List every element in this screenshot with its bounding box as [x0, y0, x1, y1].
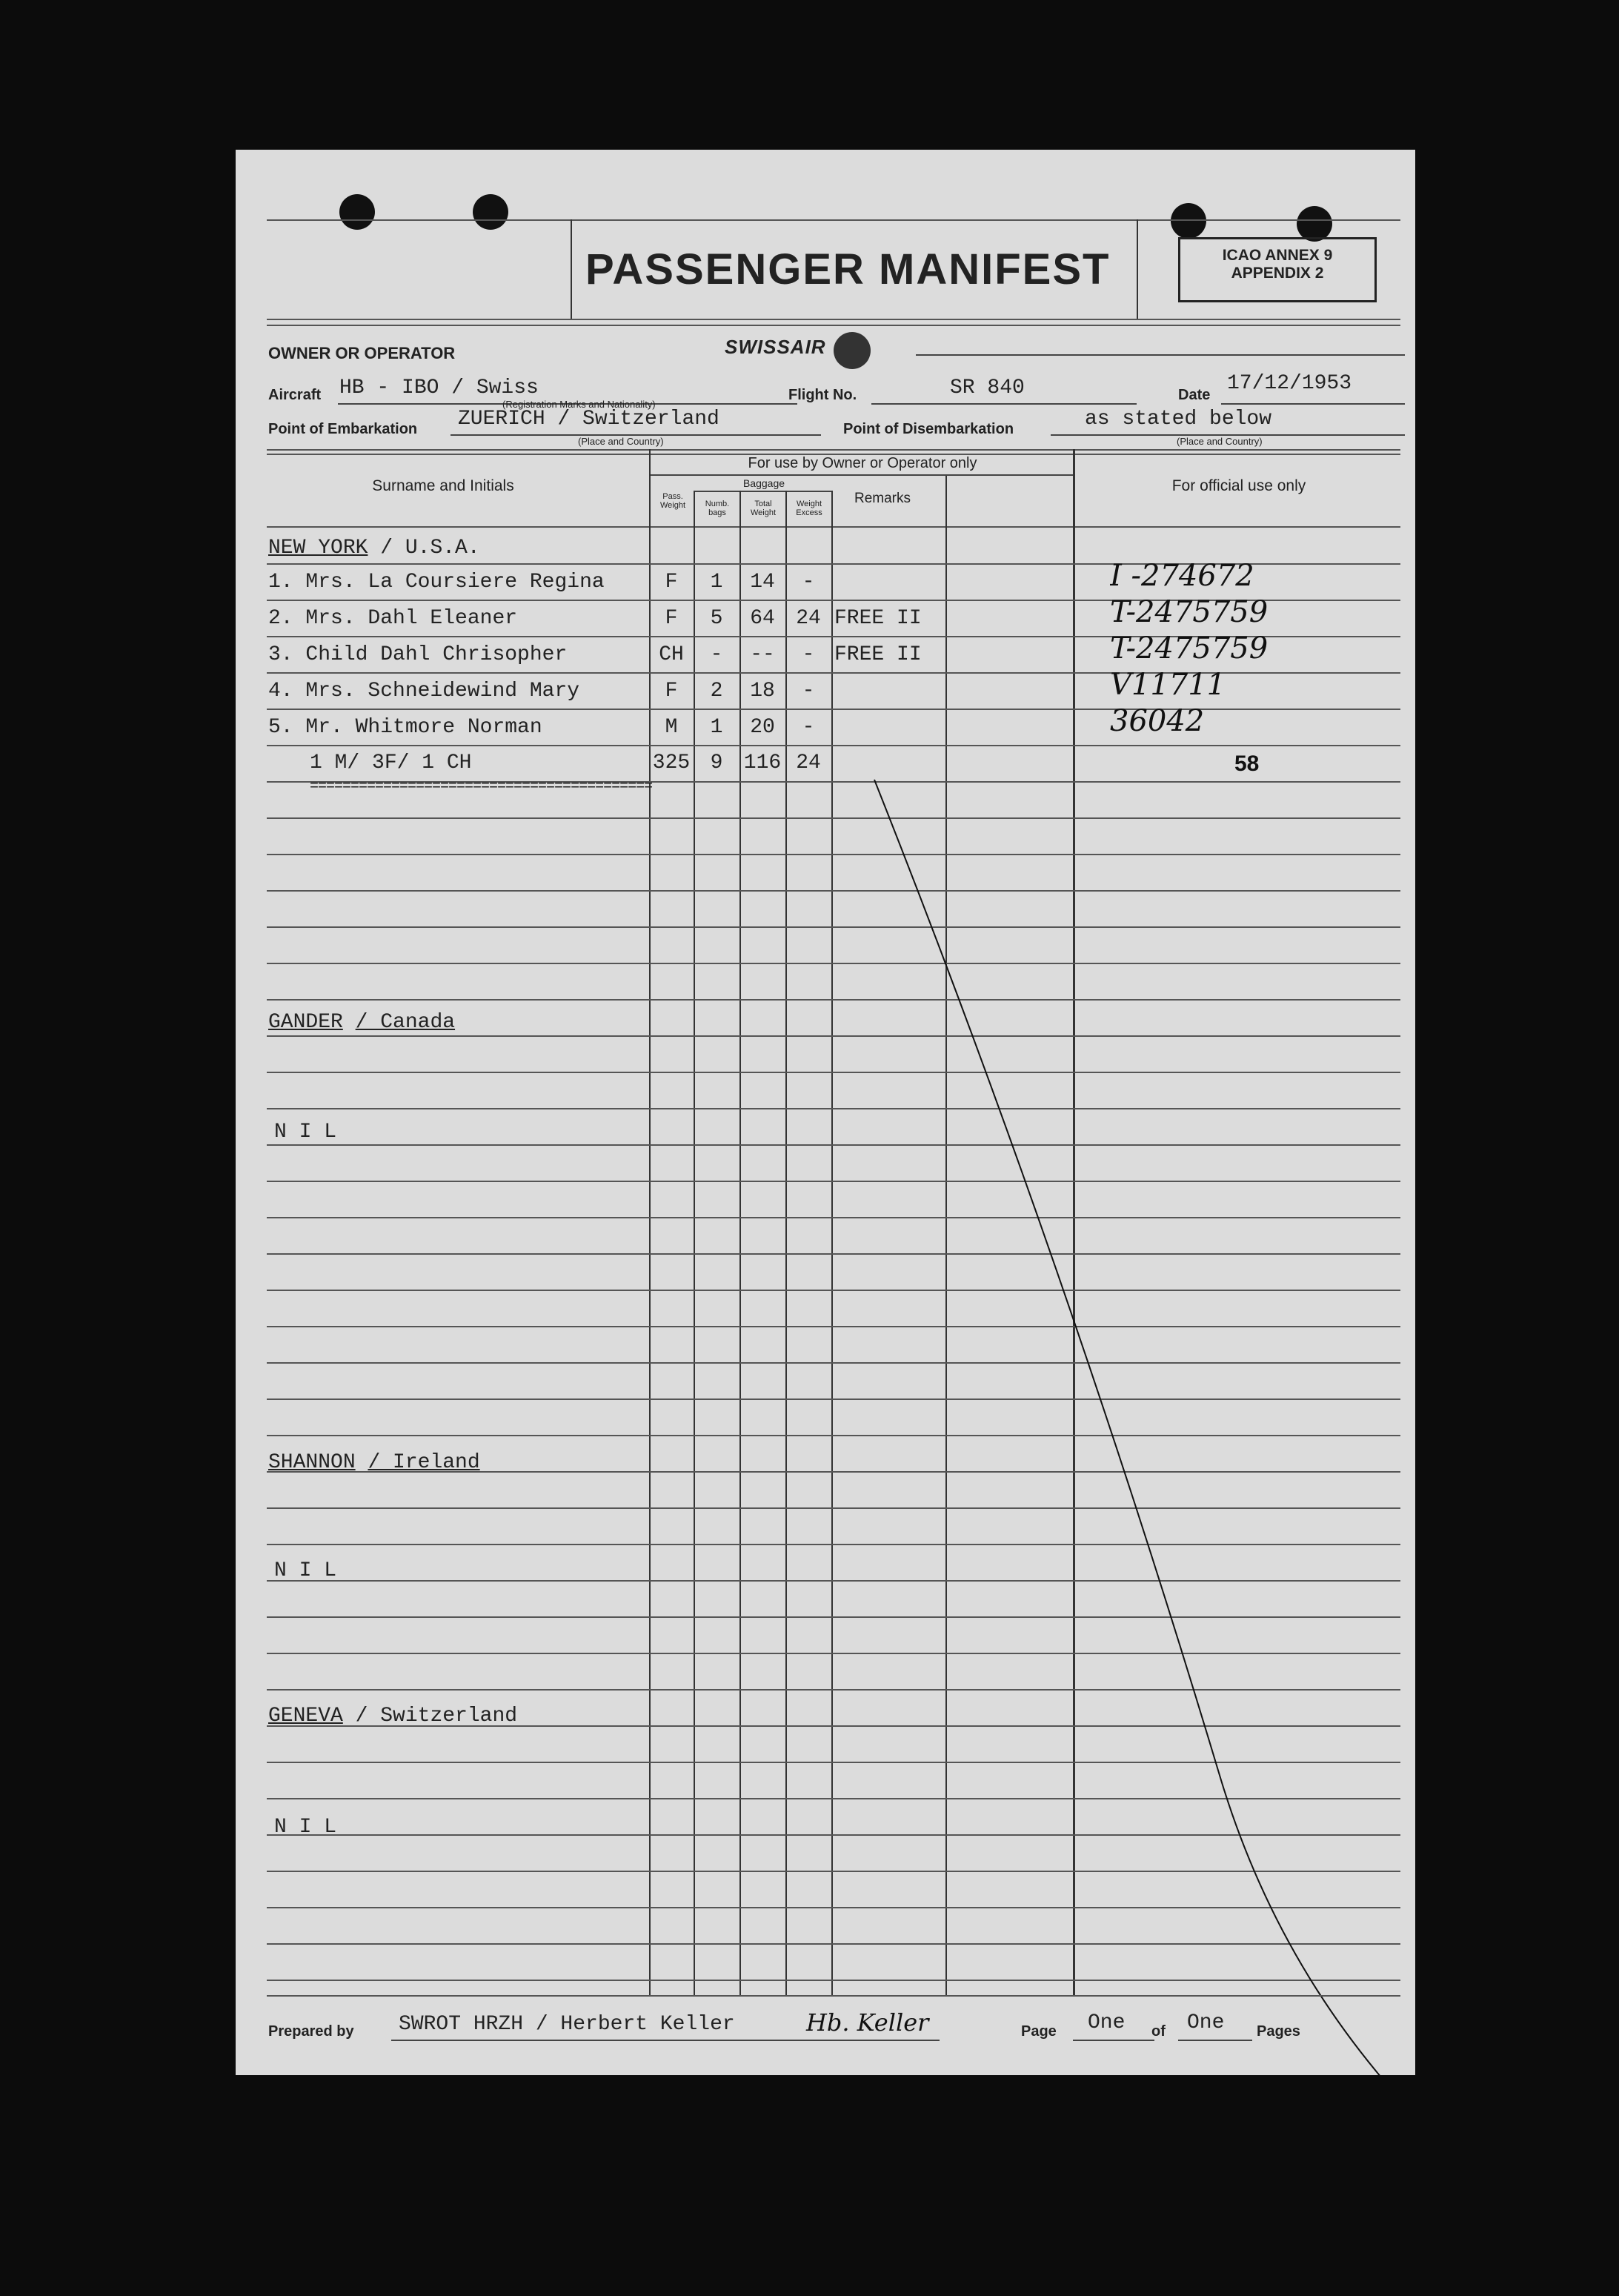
- official-cell: 36042: [1110, 704, 1205, 738]
- section-country: / Canada: [355, 1011, 456, 1034]
- official-cell: V11711: [1110, 668, 1226, 702]
- section-city: GENEVA: [268, 1705, 343, 1728]
- of-label: of: [1151, 2023, 1166, 2040]
- section-country: / Ireland: [368, 1451, 480, 1474]
- section-country: / Switzerland: [355, 1705, 518, 1728]
- aircraft-label: Aircraft: [268, 387, 322, 403]
- page-label: Page: [1021, 2023, 1057, 2040]
- embark-label: Point of Embarkation: [268, 421, 418, 437]
- annex-line2: APPENDIX 2: [1231, 265, 1324, 282]
- section-city: GANDER: [268, 1011, 343, 1034]
- aircraft-caption: (Registration Marks and Nationality): [502, 399, 656, 410]
- cancellation-line: [236, 150, 1415, 2075]
- totals-pass-weight: 325: [652, 751, 691, 774]
- numb-bags-cell: 1: [710, 571, 723, 594]
- totals-underline: ==========================================: [310, 778, 653, 795]
- passenger-name: 5. Mr. Whitmore Norman: [268, 716, 542, 739]
- manifest-sheet: [236, 150, 1415, 2075]
- weight-excess-header: Weight Excess: [796, 500, 822, 517]
- remarks-header: Remarks: [854, 491, 911, 506]
- section-city: NEW YORK: [268, 537, 368, 560]
- weight-excess-cell: -: [802, 643, 815, 666]
- prepared-value: SWROT HRZH / Herbert Keller: [399, 2013, 735, 2036]
- pass-weight-cell: CH: [659, 643, 684, 666]
- flight-label: Flight No.: [788, 387, 857, 403]
- official-cell: I -274672: [1110, 559, 1254, 593]
- disembark-value: as stated below: [1085, 408, 1272, 431]
- passenger-name: 1. Mrs. La Coursiere Regina: [268, 571, 605, 594]
- date-label: Date: [1178, 387, 1211, 403]
- numb-bags-cell: -: [710, 643, 723, 666]
- passenger-name: 4. Mrs. Schneidewind Mary: [268, 680, 580, 703]
- total-weight-cell: --: [750, 643, 775, 666]
- prepared-label: Prepared by: [268, 2023, 354, 2040]
- official-header: For official use only: [1171, 477, 1306, 494]
- disembark-caption: (Place and Country): [1177, 436, 1263, 447]
- aircraft-value: HB - IBO / Swiss: [339, 376, 539, 399]
- page-title: PASSENGER MANIFEST: [585, 245, 1111, 293]
- rule: [1178, 2040, 1252, 2041]
- section-country: / U.S.A.: [380, 537, 480, 560]
- total-weight-header: Total Weight: [750, 500, 777, 517]
- pass-weight-cell: F: [665, 607, 678, 630]
- pass-weight-cell: M: [665, 716, 678, 739]
- total-weight-cell: 18: [750, 680, 775, 703]
- airline-logo-text: SWISSAIR: [725, 336, 826, 359]
- annex-line1: ICAO ANNEX 9: [1222, 247, 1333, 264]
- flight-value: SR 840: [950, 376, 1025, 399]
- total-weight-cell: 14: [750, 571, 775, 594]
- weight-excess-cell: -: [802, 680, 815, 703]
- numb-bags-cell: 2: [710, 680, 723, 703]
- of-value: One: [1187, 2011, 1225, 2034]
- embark-caption: (Place and Country): [578, 436, 664, 447]
- total-weight-cell: 64: [750, 607, 775, 630]
- weight-excess-cell: 24: [796, 607, 821, 630]
- weight-excess-cell: -: [802, 571, 815, 594]
- rule: [1073, 2040, 1154, 2041]
- gander-nil: N I L: [274, 1121, 337, 1144]
- page-value: One: [1088, 2011, 1126, 2034]
- official-cell: T-2475759: [1110, 631, 1269, 666]
- totals-official: 58: [1234, 751, 1260, 776]
- disembark-label: Point of Disembarkation: [843, 421, 1014, 437]
- weight-excess-cell: -: [802, 716, 815, 739]
- numb-bags-cell: 1: [710, 716, 723, 739]
- totals-total-weight: 116: [743, 751, 782, 774]
- owner-label: OWNER OR OPERATOR: [268, 344, 456, 362]
- embark-value: ZUERICH / Switzerland: [458, 408, 719, 431]
- pass-weight-cell: F: [665, 680, 678, 703]
- official-cell: T-2475759: [1110, 595, 1269, 629]
- numb-bags-header: Numb. bags: [705, 500, 730, 517]
- remarks-cell: FREE II: [834, 607, 922, 630]
- section-city: SHANNON: [268, 1451, 356, 1474]
- baggage-group-header: Baggage: [742, 477, 785, 489]
- date-value: 17/12/1953: [1227, 372, 1352, 395]
- geneva-nil: N I L: [274, 1816, 337, 1839]
- operator-group-header: For use by Owner or Operator only: [748, 455, 977, 471]
- totals-label: 1 M/ 3F/ 1 CH: [310, 751, 472, 774]
- pass-weight-cell: F: [665, 571, 678, 594]
- numb-bags-cell: 5: [710, 607, 723, 630]
- passenger-name: 2. Mrs. Dahl Eleaner: [268, 607, 518, 630]
- signature: Hb. Keller: [806, 2008, 929, 2037]
- remarks-cell: FREE II: [834, 643, 922, 666]
- rule: [391, 2040, 940, 2041]
- pages-label: Pages: [1257, 2023, 1300, 2040]
- totals-excess: 24: [796, 751, 821, 774]
- pass-weight-header: Pass. Weight: [659, 492, 686, 510]
- rule: [267, 1995, 1400, 1997]
- total-weight-cell: 20: [750, 716, 775, 739]
- shannon-nil: N I L: [274, 1559, 337, 1582]
- surname-header: Surname and Initials: [372, 477, 514, 494]
- passenger-name: 3. Child Dahl Chrisopher: [268, 643, 568, 666]
- totals-bags: 9: [710, 751, 723, 774]
